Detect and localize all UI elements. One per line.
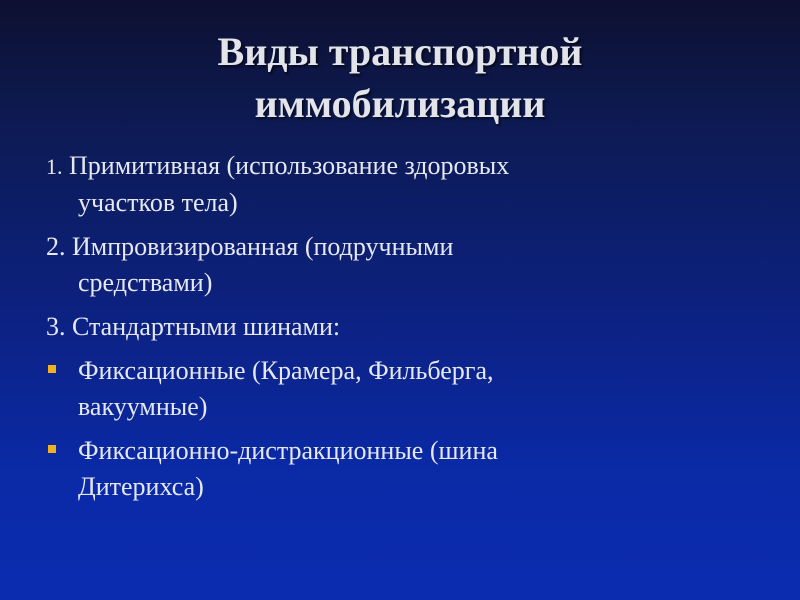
list-item-1-text: Примитивная (использование здоровых (69, 151, 510, 180)
list-item-3-first-line (46, 309, 746, 345)
list-item-3 (46, 309, 746, 345)
list-item-2-first-line (46, 229, 746, 265)
list-item-2 (46, 229, 746, 301)
square-bullet-icon (48, 365, 56, 373)
square-bullet-icon (48, 445, 56, 453)
list-item-2-text: Импровизированная (подручными (72, 232, 454, 261)
title-line-1: Виды транспортной (217, 29, 583, 74)
list-item-1 (46, 148, 746, 221)
bullet-item-1-text: Фиксационные (Крамера, Фильберга, (78, 356, 494, 385)
bullet-item-2-text: Фиксационно-дистракционные (шина (78, 436, 498, 465)
bullet-item-2-continuation: Дитерихса) (78, 472, 204, 501)
title-line-2: иммобилизации (254, 81, 546, 126)
list-item-1-continuation: участков тела) (78, 188, 238, 217)
list-item-2-continuation: средствами) (78, 268, 213, 297)
list-item-3-number: 3. (46, 312, 66, 341)
list-item-2-number: 2. (46, 232, 66, 261)
slide-content (46, 148, 746, 513)
bullet-item-1-continuation: вакуумные) (78, 392, 208, 421)
list-item-1-first-line (46, 148, 746, 185)
slide-title (0, 26, 800, 130)
bullet-item-1 (46, 353, 746, 425)
list-item-1-number: 1. (46, 154, 63, 179)
bullet-item-2 (46, 433, 746, 505)
list-item-3-text: Стандартными шинами: (72, 312, 341, 341)
